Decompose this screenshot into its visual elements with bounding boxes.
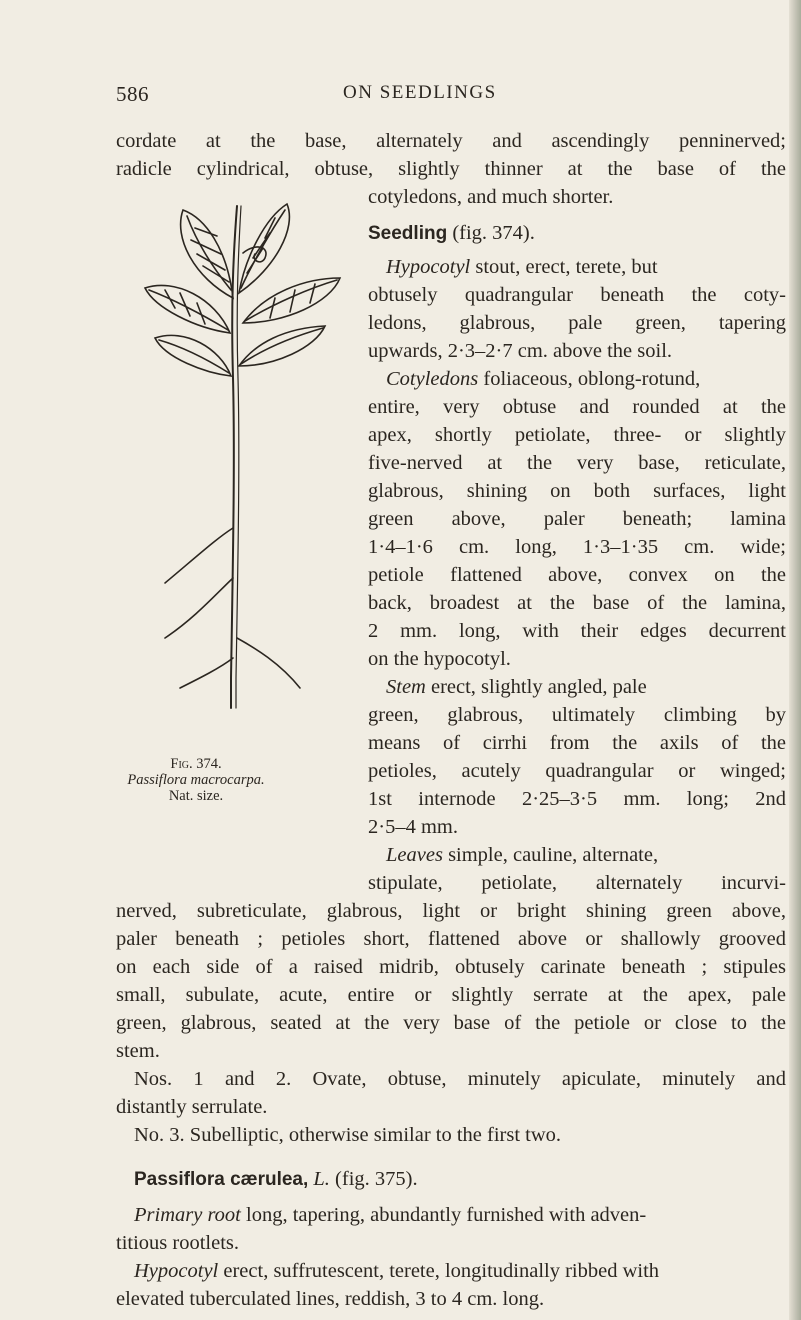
seedling-illustration [125,198,360,758]
figure-species: Passiflora macrocarpa. [127,772,265,788]
text-line [134,1258,659,1284]
author-abbrev: L. [313,1168,330,1190]
term: Cotyledons [386,368,479,390]
figure-caption [116,756,276,804]
figure-reference: (fig. 375). [329,1168,418,1190]
text-line: 2·5–4 mm. [368,816,458,838]
text-line: paler beneath ; petioles short, flattened above or shallowly grooved [116,928,786,950]
text-span: erect, slightly angled, pale [425,676,647,698]
text-line: ledons, glabrous, pale green, tapering [368,312,786,334]
text-line [134,1202,646,1228]
term: Hypocotyl [134,1260,219,1282]
text-line: green above, paler beneath; lamina [368,508,786,530]
text-line: Nos. 1 and 2. Ovate, obtuse, minutely apiculate, minutely and [134,1068,786,1090]
page-edge [789,0,801,1320]
text-line: entire, very obtuse and rounded at the [368,396,786,418]
text-line: back, broadest at the base of the lamina, [368,592,786,614]
text-line [386,842,658,868]
text-span: erect, suffrutescent, terete, longitudinally ribbed with [218,1260,660,1282]
text-line: elevated tuberculated lines, reddish, 3 to 4 cm. long. [116,1288,545,1310]
text-line: glabrous, shining on both surfaces, light [368,480,786,502]
text-line: upwards, 2·3–2·7 cm. above the soil. [368,340,673,362]
text-line: 1st internode 2·25–3·5 mm. long; 2nd [368,788,786,810]
text-line [386,366,700,392]
text-line: small, subulate, acute, entire or slightly serrate at the apex, pale [116,984,786,1006]
text-line: apex, shortly petiolate, three- or slightly [368,424,786,446]
species-heading-line [134,1166,418,1193]
text-line: green, glabrous, seated at the very base of the petiole or close to the [116,1012,786,1034]
text-line: green, glabrous, ultimately climbing by [368,704,786,726]
text-line: five-nerved at the very base, reticulate, [368,452,786,474]
figure-label: Fig. 374. [170,756,222,772]
text-line: 1·4–1·6 cm. long, 1·3–1·35 cm. wide; [368,536,786,558]
text-line: nerved, subreticulate, glabrous, light or bright shining green above, [116,900,786,922]
seedling-heading-line [368,220,535,247]
text-line: on the hypocotyl. [368,648,511,670]
text-line: titious rootlets. [116,1232,239,1254]
page-header [116,82,786,112]
text-span: stout, erect, terete, but [470,256,658,278]
text-line: stem. [116,1040,160,1062]
text-line: obtusely quadrangular beneath the coty- [368,284,786,306]
figure-size-note: Nat. size. [168,788,224,804]
text-line: stipulate, petiolate, alternately incurvi- [368,872,786,894]
text-line: petiole flattened above, convex on the [368,564,786,586]
term: Primary root [134,1204,241,1226]
text-line: cordate at the base, alternately and ascendingly penninerved; [116,130,786,152]
section-heading: Seedling [368,223,448,244]
figure-reference: (fig. 374). [447,222,535,244]
text-line [386,674,647,700]
text-line [386,254,658,280]
text-line: cotyledons, and much shorter. [368,186,614,208]
text-line: petioles, acutely quadrangular or winged; [368,760,786,782]
text-span: foliaceous, oblong-rotund, [478,368,701,390]
section-heading: Passiflora cærulea, [134,1169,309,1190]
term: Stem [386,676,426,698]
text-line: No. 3. Subelliptic, otherwise similar to the first two. [134,1124,562,1146]
text-line: on each side of a raised midrib, obtusely carinate beneath ; stipules [116,956,786,978]
text-line: 2 mm. long, with their edges decurrent [368,620,786,642]
text-line: means of cirrhi from the axils of the [368,732,786,754]
text-span: long, tapering, abundantly furnished with adven- [240,1204,647,1226]
term: Hypocotyl [386,256,471,278]
running-head: ON SEEDLINGS [343,82,497,103]
page-number: 586 [116,82,149,106]
text-line: radicle cylindrical, obtuse, slightly thinner at the base of the [116,158,786,180]
text-line: distantly serrulate. [116,1096,268,1118]
text-span: simple, cauline, alternate, [442,844,659,866]
term: Leaves [386,844,443,866]
